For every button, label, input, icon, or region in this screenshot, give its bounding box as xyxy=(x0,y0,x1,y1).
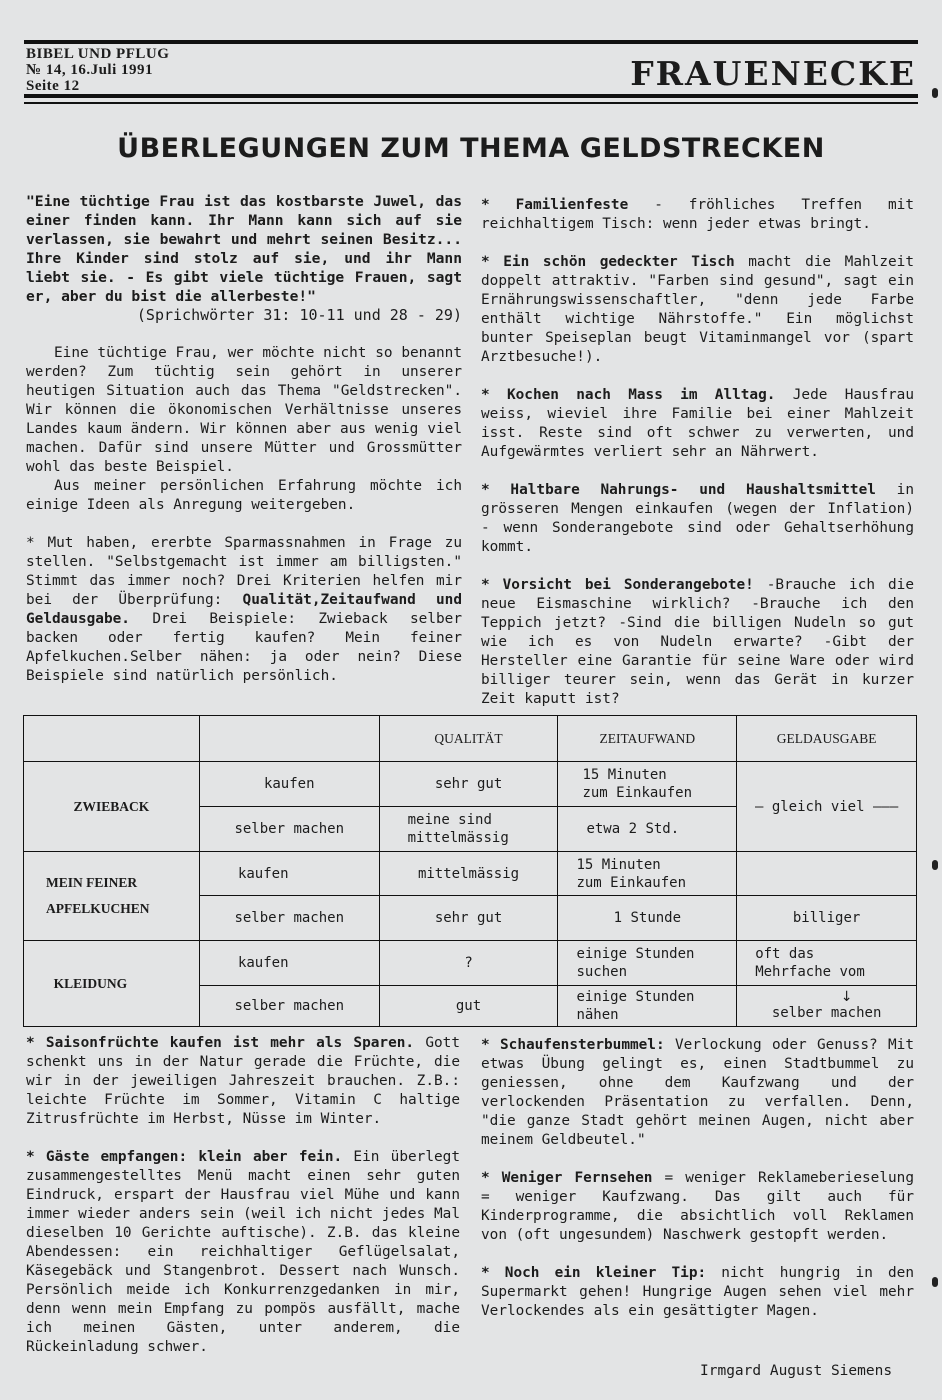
cell-time-line: nähen xyxy=(576,1007,619,1023)
group-zwieback: ZWIEBACK xyxy=(24,762,200,852)
tip-sonderangebote xyxy=(481,576,914,709)
cell-quality-line: mittelmässig xyxy=(407,830,509,846)
cell-money-line: selber machen xyxy=(771,1005,882,1021)
cell-time: etwa 2 Std. xyxy=(558,807,737,852)
tip-title: * Schaufensterbummel: xyxy=(481,1037,665,1053)
publication-name: BIBEL UND PFLUG xyxy=(26,46,170,62)
cell-money: billiger xyxy=(737,896,917,941)
right-column xyxy=(481,196,914,709)
intro-paragraph-2: Aus meiner persönlichen Erfahrung möchte ich einige Ideen als Anregung weitergeben. xyxy=(26,478,462,513)
cell-money-empty xyxy=(737,852,917,896)
cell-quality: mittelmässig xyxy=(379,852,558,896)
group-apfelkuchen xyxy=(24,852,200,941)
table-header-time: ZEITAUFWAND xyxy=(558,716,737,762)
cell-action: kaufen xyxy=(199,941,379,986)
group-kleidung: KLEIDUNG xyxy=(24,941,200,1027)
binding-hole xyxy=(932,1277,938,1287)
issue-info: № 14, 16.Juli 1991 xyxy=(26,62,154,78)
tip-title: * Weniger Fernsehen xyxy=(481,1170,653,1186)
cell-time-line: einige Stunden xyxy=(576,989,695,1005)
tip-text: macht die Mahlzeit doppelt attraktiv. "Farben sind gesund", sagt ein Ernährungswissenschaftler, "denn jede Farbe enthält wichtige Nährstoffe." Ein möglichst bunter Speiseplan beugt Vitaminmangel vor (spart Arztbesuche!). xyxy=(481,254,914,365)
cell-quality: gut xyxy=(379,986,558,1027)
tip-title: * Gäste empfangen: klein aber fein. xyxy=(26,1149,343,1165)
cell-action: kaufen xyxy=(199,762,379,807)
article-headline: ÜBERLEGUNGEN ZUM THEMA GELDSTRECKEN xyxy=(117,133,825,164)
cell-action: selber machen xyxy=(199,986,379,1027)
tip-schaufenster xyxy=(481,1036,914,1150)
cell-time-line: einige Stunden xyxy=(576,946,695,962)
criteria-text: * Mut haben, ererbte Sparmassnahmen in Frage zu stellen. "Selbstgemacht ist immer am billigsten." Stimmt das immer noch? Drei Kriterien helfen mir bei der Überprüfung: xyxy=(26,535,462,608)
binding-hole xyxy=(932,88,938,98)
masthead-info xyxy=(26,46,169,94)
cell-action: selber machen xyxy=(199,896,379,941)
quote-reference: (Sprichwörter 31: 10-11 und 28 - 29) xyxy=(136,306,462,324)
cell-money-line: oft das xyxy=(755,946,815,962)
tip-title: * Vorsicht bei Sonderangebote! xyxy=(481,577,754,593)
table-row xyxy=(24,762,917,807)
cell-quality xyxy=(379,807,558,852)
binding-hole xyxy=(932,860,938,870)
tip-text: - fröhliches Treffen mit reichhaltigem Tisch: wenn jeder etwas bringt. xyxy=(481,197,914,232)
criteria-paragraph xyxy=(26,534,462,686)
tip-title: * Familienfeste xyxy=(481,197,629,213)
group-line: MEIN FEINER xyxy=(46,875,138,890)
cell-time xyxy=(558,941,737,986)
tip-title: * Ein schön gedeckter Tisch xyxy=(481,254,735,270)
cell-time-line: 15 Minuten xyxy=(582,767,667,783)
table-row xyxy=(24,941,917,986)
tip-title: * Kochen nach Mass im Alltag. xyxy=(481,387,776,403)
author-signature: Irmgard August Siemens xyxy=(700,1363,893,1379)
tip-text: = weniger Reklameberieselung = weniger Kaufzwang. Das gilt auch für Kinderprogramme, die absichtlich voll Reklamen von (oft ungesundem) Naschwerk gestopft werden. xyxy=(481,1170,914,1243)
section-title: FRAUENECKE xyxy=(630,54,916,93)
tip-kleiner-tip xyxy=(481,1264,914,1321)
cell-time xyxy=(558,852,737,896)
tip-text: -Brauche ich die neue Eismaschine wirklich? -Brauche ich den Teppich jetzt? -Sind die billigen Nudeln so gut wie ich es von Nudeln erwarte? -Gibt der Hersteller eine Garantie für seine Ware oder wird billiger teurer sein, wenn das Gerät in kurzer Zeit kaputt ist? xyxy=(481,577,914,707)
tip-text: Jede Hausfrau weiss, wieviel ihre Familie bei einer Mahlzeit isst. Reste sind oft schwer zu verwerten, und Aufgewärmtes verliert sehr an Nährwert. xyxy=(481,387,914,460)
left-column xyxy=(26,192,462,686)
tip-text: Ein überlegt zusammengestelltes Menü macht einen sehr guten Eindruck, erspart der Hausfrau viel Mühe und kann immer wieder anders sein (weil ich nicht jedes Mal dieselben 10 Gerichte auftische). Z.B. das kleine Abendessen: ein reichhaltiger Geflügelsalat, Käsegebäck und Stangenbrot. Dessert nach Wunsch. Persönlich meide ich Konkurrenzgedanken in mir, denn wenn mein Empfang zu pompös ausfällt, mache ich meinen Gästen, unter anderem, die Rückeinladung schwer. xyxy=(26,1149,460,1355)
group-line: APFELKUCHEN xyxy=(46,901,150,916)
cell-time: 1 Stunde xyxy=(558,896,737,941)
tip-gaeste xyxy=(26,1148,460,1357)
table-header-money: GELDAUSGABE xyxy=(737,716,917,762)
cell-money-line: Mehrfache vom xyxy=(755,964,865,980)
money-value: gleich viel xyxy=(771,798,865,815)
intro-paragraph: Eine tüchtige Frau, wer möchte nicht so benannt werden? Zum tüchtig sein gehört in unserer heutigen Situation auch das Thema "Geldstrecken". Wir können die ökonomischen Verhältnisse unseres Landes kaum ändern. Wir können aber aus wenig viel machen. Dafür sind unsere Mütter und Grossmütter wohl das beste Beispiel. xyxy=(26,345,462,475)
cell-quality: ? xyxy=(379,941,558,986)
cell-time-line: zum Einkaufen xyxy=(582,785,693,801)
top-rule xyxy=(24,40,918,44)
cell-time xyxy=(558,986,737,1027)
header-rule-thin xyxy=(24,102,918,104)
tip-title: * Saisonfrüchte kaufen ist mehr als Sparen. xyxy=(26,1035,415,1051)
cell-time xyxy=(558,762,737,807)
cell-money xyxy=(737,941,917,986)
tip-saisonfruechte xyxy=(26,1034,460,1129)
cell-time-line: zum Einkaufen xyxy=(576,874,687,891)
table-header-row xyxy=(24,716,917,762)
tip-fernsehen xyxy=(481,1169,914,1245)
tip-title: * Noch ein kleiner Tip: xyxy=(481,1265,707,1281)
tip-text: in grösseren Mengen einkaufen (wegen der Inflation) - wenn Sonderangebote sind oder Gehaltserhöhung kommt. xyxy=(481,482,914,555)
tip-tisch xyxy=(481,253,914,367)
criteria-text-2: Drei Beispiele: Zwieback selber backen oder fertig kaufen? Mein feiner Apfelkuchen.Selber nähen: ja oder nein? Diese Beispiele sind natürlich persönlich. xyxy=(26,611,462,684)
tip-text: Verlockung oder Genuss? Mit etwas Übung gelingt es, einen Stadtbummel zu geniessen, ohne dem Kaufzwang und der verlockenden Präsentation zu verfallen. Denn, "die ganze Stadt gehört meinen Augen, nicht aber meinem Geldbeutel." xyxy=(481,1037,914,1148)
tip-text: nicht hungrig in den Supermarkt gehen! Hungrige Augen sehen viel mehr Verlockendes als ein gesättigter Magen. xyxy=(481,1265,914,1319)
criteria-bold: Qualität,Zeitaufwand und Geldausgabe. xyxy=(26,592,462,627)
bottom-left-column xyxy=(26,1034,460,1357)
cell-time-line: 15 Minuten xyxy=(576,856,661,873)
page-number: Seite 12 xyxy=(26,78,80,94)
cell-quality: sehr gut xyxy=(379,896,558,941)
tip-kochen xyxy=(481,386,914,462)
tip-haltbare xyxy=(481,481,914,557)
cell-money-zwieback xyxy=(737,762,917,852)
table-header-empty xyxy=(199,716,379,762)
comparison-table xyxy=(23,715,917,1027)
table-header-empty xyxy=(24,716,200,762)
money-dash-right: ——— xyxy=(872,798,899,815)
tip-title: * Haltbare Nahrungs- und Haushaltsmittel xyxy=(481,482,876,498)
arrow-down-icon: ↓ xyxy=(840,989,853,1005)
header-rule-thick xyxy=(24,94,918,98)
table-header-quality: QUALITÄT xyxy=(379,716,558,762)
cell-action: selber machen xyxy=(199,807,379,852)
bottom-right-column xyxy=(481,1036,914,1321)
cell-time-line: suchen xyxy=(576,964,628,980)
cell-quality: sehr gut xyxy=(379,762,558,807)
bible-quote: "Eine tüchtige Frau ist das kostbarste Juwel, das einer finden kann. Ihr Mann kann sich auf sie verlassen, sie bewahrt und mehrt seinen Besitz... Ihre Kinder sind stolz auf sie, und ihr Mann liebt sie. - Es gibt viele tüchtige Frauen, sagt er, aber du bist die allerbeste!" xyxy=(26,193,462,305)
money-dash-left: — xyxy=(754,798,764,815)
cell-money xyxy=(737,986,917,1027)
tip-text: Gott schenkt uns in der Natur gerade die Früchte, die wir in der jeweiligen Jahreszeit brauchen. Z.B.: leichte Früchte im Sommer, Vitamin C haltige Zitrusfrüchte im Herbst, Nüsse im Winter. xyxy=(26,1035,460,1127)
table-row xyxy=(24,852,917,896)
tip-familienfeste xyxy=(481,196,914,234)
cell-quality-line: meine sind xyxy=(407,812,492,828)
cell-action: kaufen xyxy=(199,852,379,896)
